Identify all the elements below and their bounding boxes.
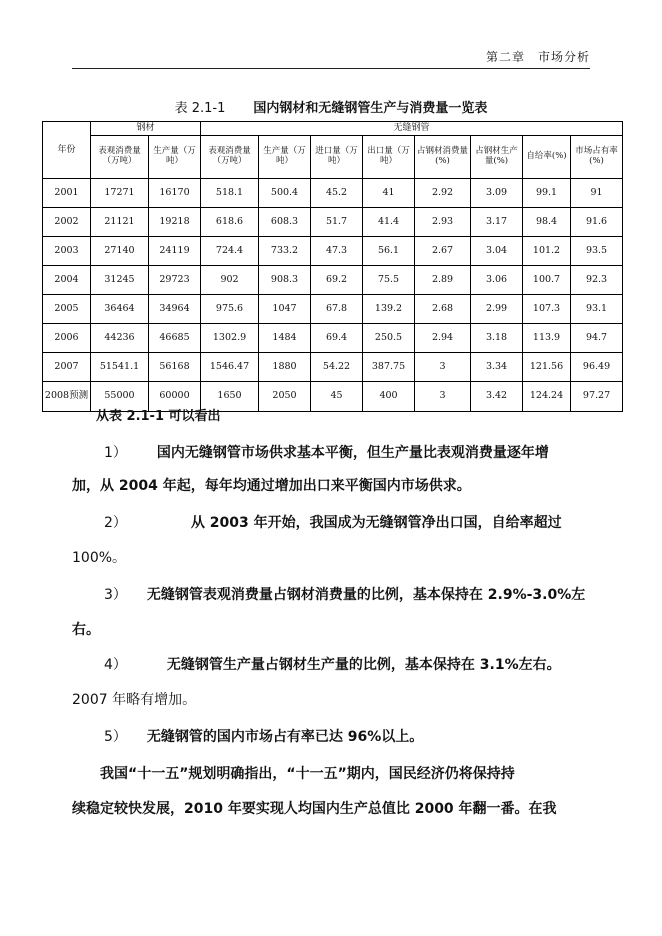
list-item-3 xyxy=(72,586,592,604)
table-cell: 45 xyxy=(311,382,363,412)
table-cell: 139.2 xyxy=(363,295,415,324)
table-cell: 3.06 xyxy=(471,266,523,295)
table-cell: 19218 xyxy=(149,208,201,237)
table-cell: 69.4 xyxy=(311,324,363,353)
table-row xyxy=(43,295,623,324)
table-cell: 2.89 xyxy=(415,266,471,295)
column-header: 表观消费量（万吨） xyxy=(201,136,259,179)
page-header xyxy=(72,48,590,69)
table-row xyxy=(43,237,623,266)
table-cell: 96.49 xyxy=(571,353,623,382)
table-cell: 3 xyxy=(415,353,471,382)
table-cell: 250.5 xyxy=(363,324,415,353)
table-cell: 1650 xyxy=(201,382,259,412)
column-header: 进口量（万吨） xyxy=(311,136,363,179)
table-cell: 47.3 xyxy=(311,237,363,266)
item-number: 2） xyxy=(104,515,127,531)
year-cell: 2003 xyxy=(43,237,91,266)
table-row xyxy=(43,179,623,208)
item-number: 4） xyxy=(104,657,127,673)
table-cell: 400 xyxy=(363,382,415,412)
table-cell: 3.17 xyxy=(471,208,523,237)
list-item-2 xyxy=(72,514,592,532)
table-cell: 902 xyxy=(201,266,259,295)
table-cell: 1047 xyxy=(259,295,311,324)
table-cell: 41.4 xyxy=(363,208,415,237)
table-cell: 107.3 xyxy=(523,295,571,324)
year-cell: 2004 xyxy=(43,266,91,295)
table-cell: 55000 xyxy=(91,382,149,412)
list-item-4-cont: 2007 年略有增加。 xyxy=(72,692,197,708)
table-cell: 2.67 xyxy=(415,237,471,266)
table-cell: 3.09 xyxy=(471,179,523,208)
table-cell: 98.4 xyxy=(523,208,571,237)
list-item-5 xyxy=(72,728,592,746)
item-text: 无缝钢管生产量占钢材生产量的比例，基本保持在 3.1%左右。 xyxy=(166,657,561,673)
column-header: 占钢材消费量(%) xyxy=(415,136,471,179)
column-header: 市场占有率(%) xyxy=(571,136,623,179)
table-cell: 608.3 xyxy=(259,208,311,237)
chapter-label: 第二章 市场分析 xyxy=(485,50,590,64)
table-cell: 518.1 xyxy=(201,179,259,208)
table-cell: 67.8 xyxy=(311,295,363,324)
table-cell: 92.3 xyxy=(571,266,623,295)
table-cell: 100.7 xyxy=(523,266,571,295)
header-sub-row xyxy=(43,136,623,179)
table-cell: 27140 xyxy=(91,237,149,266)
column-header: 出口量（万吨） xyxy=(363,136,415,179)
table-cell: 1302.9 xyxy=(201,324,259,353)
list-item-3-cont: 右。 xyxy=(72,622,100,638)
list-item-1 xyxy=(72,444,592,462)
year-column-header: 年份 xyxy=(43,122,91,179)
list-item-2-cont: 100%。 xyxy=(72,550,127,566)
table-cell: 500.4 xyxy=(259,179,311,208)
year-cell: 2005 xyxy=(43,295,91,324)
list-item-4 xyxy=(72,656,592,674)
table-title xyxy=(0,97,662,116)
column-header: 自给率(%) xyxy=(523,136,571,179)
closing-paragraph-line2: 续稳定较快发展，2010 年要实现人均国内生产总值比 2000 年翻一番。在我 xyxy=(72,801,557,817)
table-cell: 45.2 xyxy=(311,179,363,208)
table-cell: 17271 xyxy=(91,179,149,208)
table-cell: 99.1 xyxy=(523,179,571,208)
year-cell: 2002 xyxy=(43,208,91,237)
table-row xyxy=(43,353,623,382)
item-number: 1） xyxy=(104,445,127,461)
table-cell: 29723 xyxy=(149,266,201,295)
table-cell: 46685 xyxy=(149,324,201,353)
table-cell: 91.6 xyxy=(571,208,623,237)
table-cell: 16170 xyxy=(149,179,201,208)
steel-group-header: 钢材 xyxy=(91,122,201,136)
table-cell: 56.1 xyxy=(363,237,415,266)
item-text: 从 2003 年开始，我国成为无缝钢管净出口国，自给率超过 xyxy=(190,515,562,531)
table-cell: 101.2 xyxy=(523,237,571,266)
table-row xyxy=(43,266,623,295)
table-cell: 618.6 xyxy=(201,208,259,237)
year-cell: 2001 xyxy=(43,179,91,208)
year-cell: 2008预测 xyxy=(43,382,91,412)
table-cell: 60000 xyxy=(149,382,201,412)
table-cell: 2.68 xyxy=(415,295,471,324)
table-cell: 51.7 xyxy=(311,208,363,237)
table-cell: 1880 xyxy=(259,353,311,382)
table-cell: 93.5 xyxy=(571,237,623,266)
table-cell: 2.93 xyxy=(415,208,471,237)
table-cell: 3 xyxy=(415,382,471,412)
column-header: 生产量（万吨） xyxy=(259,136,311,179)
table-cell: 97.27 xyxy=(571,382,623,412)
table-cell: 75.5 xyxy=(363,266,415,295)
table-cell: 733.2 xyxy=(259,237,311,266)
header-group-row xyxy=(43,122,623,136)
year-cell: 2007 xyxy=(43,353,91,382)
table-row xyxy=(43,324,623,353)
item-text: 国内无缝钢管市场供求基本平衡，但生产量比表观消费量逐年增 xyxy=(156,445,549,461)
analysis-lead: 从表 2.1-1 可以看出 xyxy=(96,409,221,424)
pipe-group-header: 无缝钢管 xyxy=(201,122,623,136)
table-cell: 56168 xyxy=(149,353,201,382)
table-cell: 724.4 xyxy=(201,237,259,266)
table-cell: 94.7 xyxy=(571,324,623,353)
table-cell: 113.9 xyxy=(523,324,571,353)
column-header: 生产量（万吨） xyxy=(149,136,201,179)
table-cell: 44236 xyxy=(91,324,149,353)
table-cell: 124.24 xyxy=(523,382,571,412)
table-cell: 21121 xyxy=(91,208,149,237)
table-cell: 93.1 xyxy=(571,295,623,324)
table-title-number: 表 2.1-1 xyxy=(174,101,226,116)
table-cell: 1484 xyxy=(259,324,311,353)
closing-paragraph-line1: 我国“十一五”规划明确指出，“十一五”期内，国民经济仍将保持持 xyxy=(100,766,515,782)
table-cell: 121.56 xyxy=(523,353,571,382)
table-body xyxy=(43,179,623,412)
table-cell: 41 xyxy=(363,179,415,208)
year-cell: 2006 xyxy=(43,324,91,353)
column-header: 占钢材生产量(%) xyxy=(471,136,523,179)
table-cell: 2.92 xyxy=(415,179,471,208)
table-row xyxy=(43,208,623,237)
table-cell: 3.04 xyxy=(471,237,523,266)
list-item-1-cont: 加，从 2004 年起，每年均通过增加出口来平衡国内市场供求。 xyxy=(72,478,471,494)
item-text: 无缝钢管表观消费量占钢材消费量的比例，基本保持在 2.9%-3.0%左 xyxy=(146,587,586,603)
table-cell: 3.34 xyxy=(471,353,523,382)
table-cell: 2.99 xyxy=(471,295,523,324)
table-cell: 69.2 xyxy=(311,266,363,295)
table-cell: 36464 xyxy=(91,295,149,324)
table-title-text: 国内钢材和无缝钢管生产与消费量一览表 xyxy=(253,101,488,116)
table-cell: 1546.47 xyxy=(201,353,259,382)
table-cell: 975.6 xyxy=(201,295,259,324)
table-cell: 908.3 xyxy=(259,266,311,295)
data-table xyxy=(42,121,623,412)
table-cell: 54.22 xyxy=(311,353,363,382)
table-cell: 3.42 xyxy=(471,382,523,412)
table-cell: 91 xyxy=(571,179,623,208)
table-cell: 24119 xyxy=(149,237,201,266)
table-cell: 51541.1 xyxy=(91,353,149,382)
table-cell: 387.75 xyxy=(363,353,415,382)
table-cell: 2050 xyxy=(259,382,311,412)
column-header: 表观消费量（万吨） xyxy=(91,136,149,179)
table-cell: 2.94 xyxy=(415,324,471,353)
item-text: 无缝钢管的国内市场占有率已达 96%以上。 xyxy=(146,729,424,745)
item-number: 3） xyxy=(104,587,127,603)
table-cell: 3.18 xyxy=(471,324,523,353)
item-number: 5） xyxy=(104,729,127,745)
table-cell: 31245 xyxy=(91,266,149,295)
table-cell: 34964 xyxy=(149,295,201,324)
